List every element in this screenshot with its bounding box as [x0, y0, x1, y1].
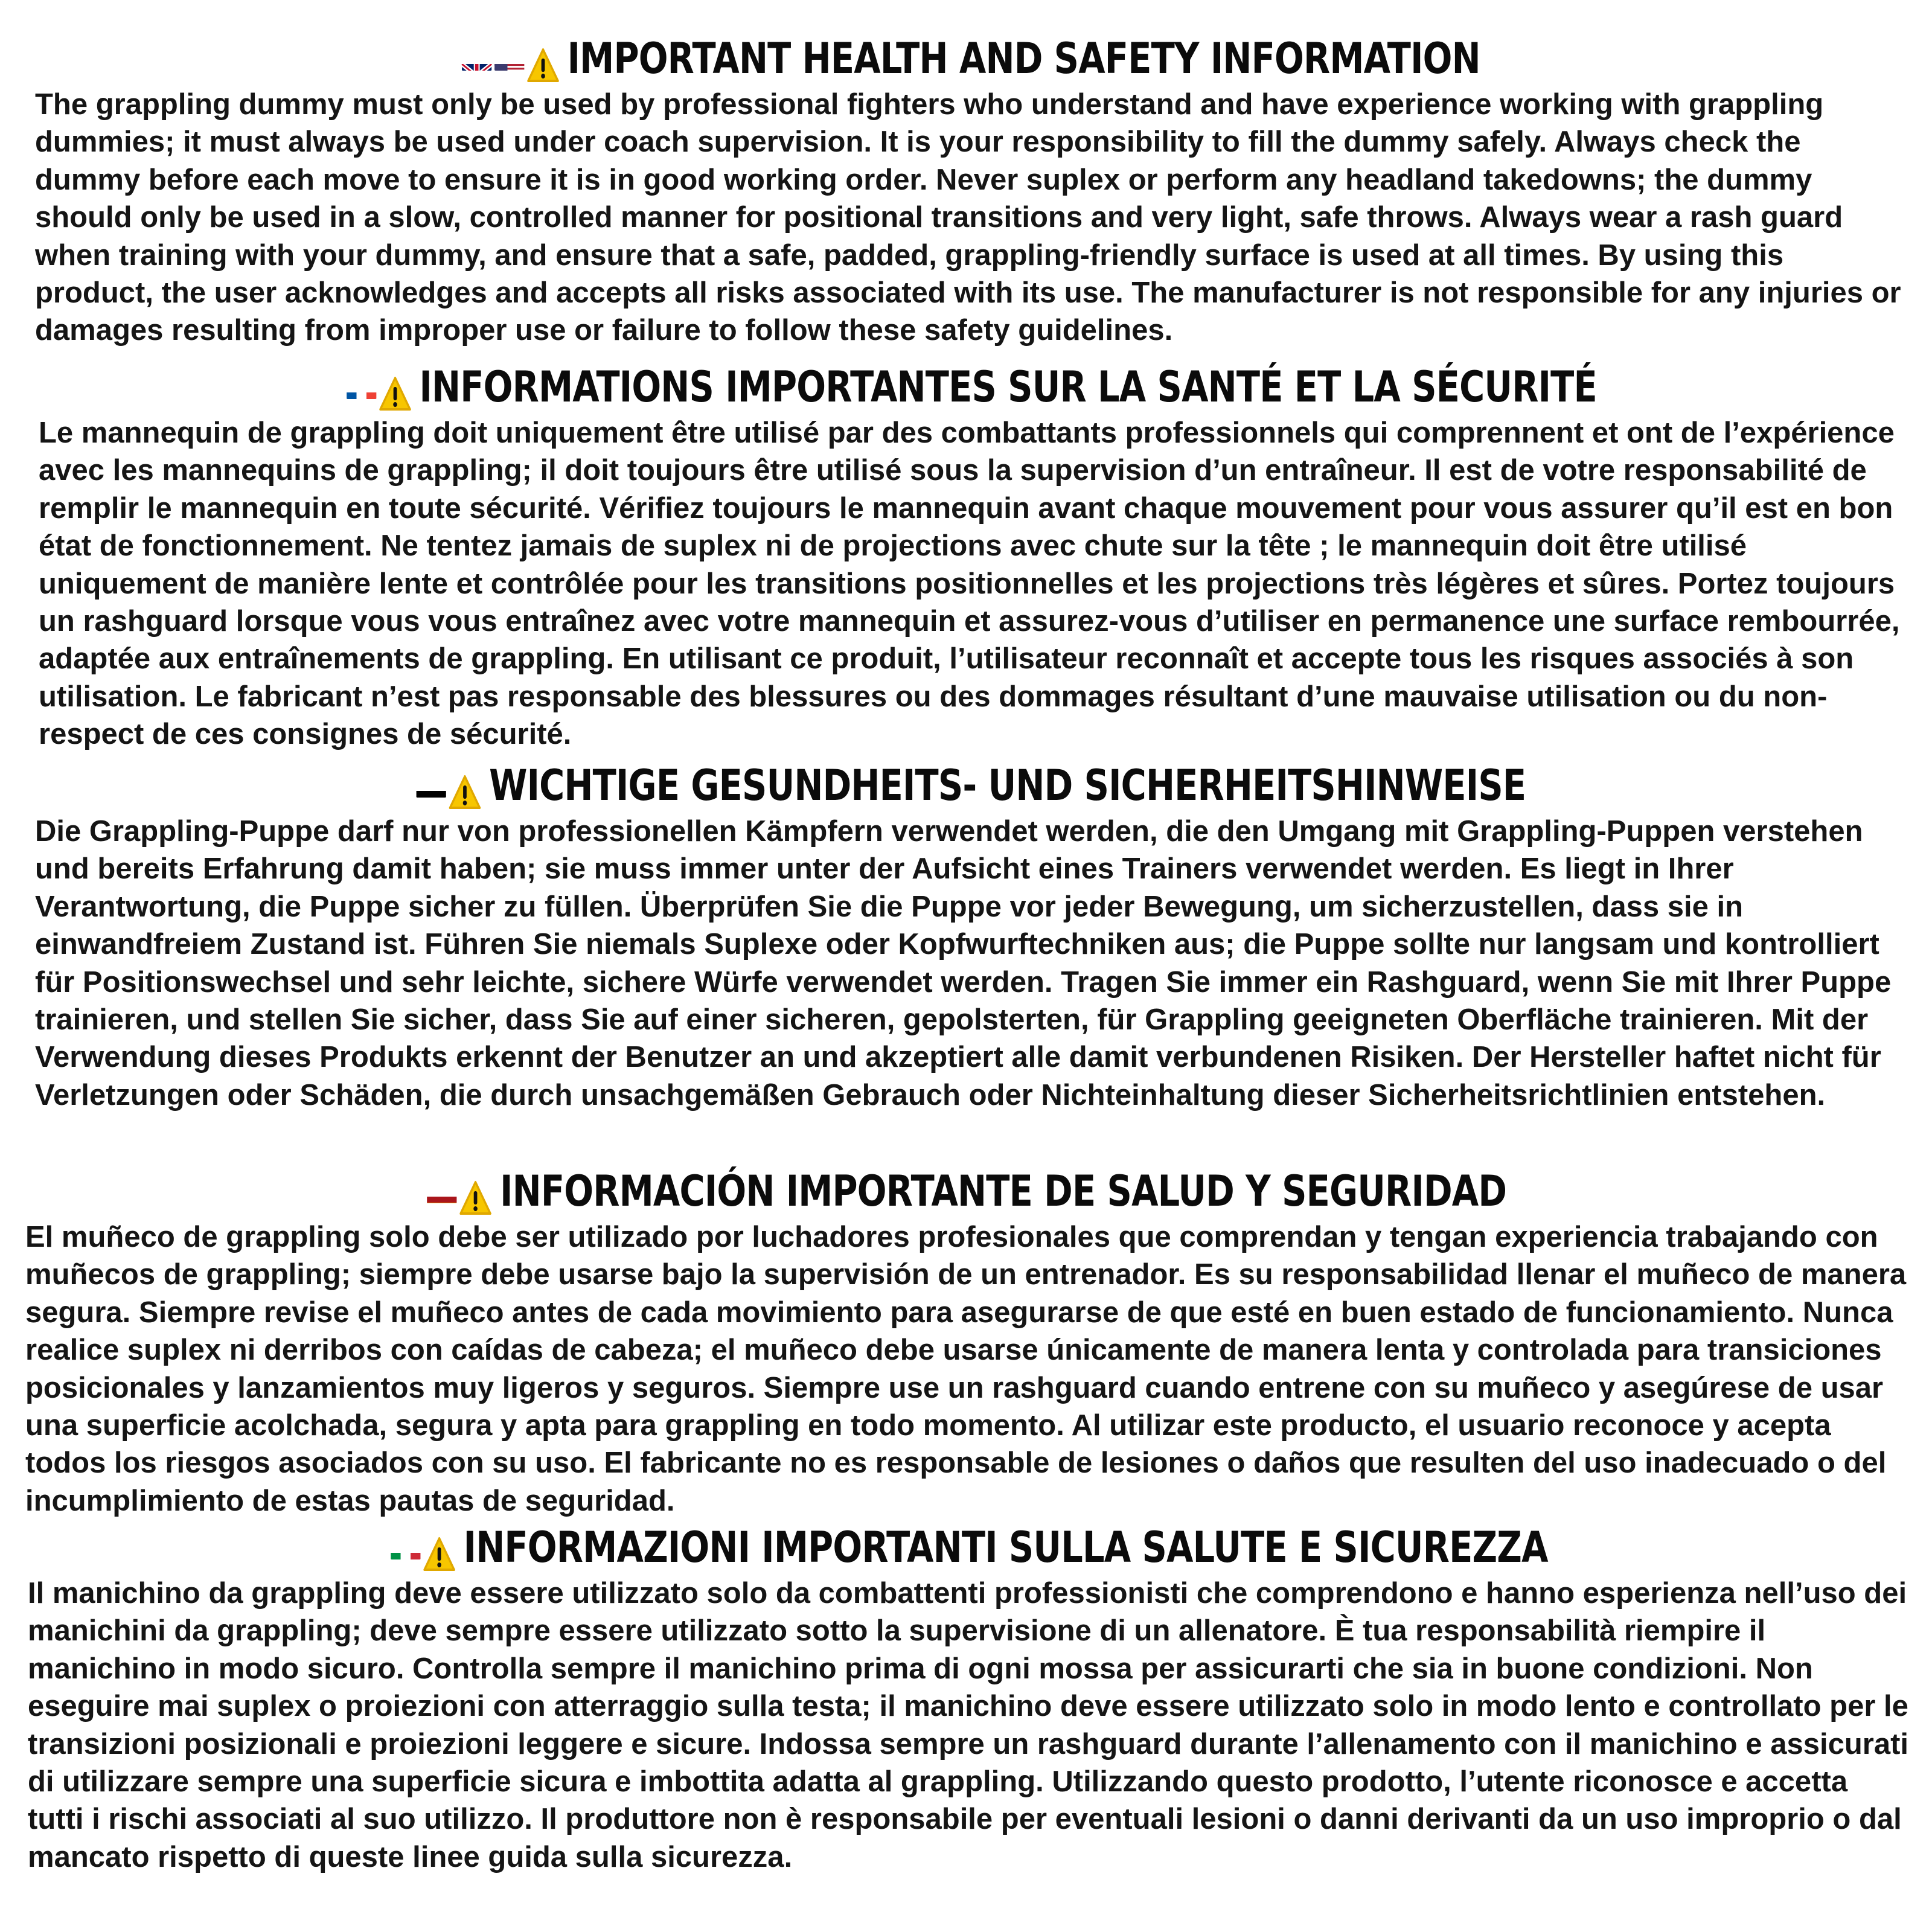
section-english: [35, 31, 1907, 350]
section-german: [35, 758, 1907, 1114]
heading-icons: [427, 1174, 497, 1209]
warning-icon: [379, 369, 411, 405]
uk-flag-icon: [461, 46, 492, 71]
section-spanish: [25, 1164, 1908, 1520]
section-body-french: Le mannequin de grappling doit uniquement être utilisé par des combattants professionnels qui comprennent et ont de l’expérience avec les mannequins de grappling; il doit toujours être utilisé sous la supervision d’un entraîneur. Il est de votre responsabilité de remplir le mannequin en toute sécurité. Vérifiez toujours le mannequin avant chaque mouvement pour vous assurer qu’il est en bon état de fonctionnement. Ne tentez jamais de suplex ni de projections avec chute sur la tête ; le mannequin doit être utilisé uniquement de manière lente et contrôlée pour les transitions positionnelles et les projections très légères et sûres. Portez toujours un rashguard lorsque vous vous entraînez avec votre mannequin et assurez-vous d’utiliser en permanence une surface rembourrée, adaptée aux entraînements de grappling. En utilisant ce produit, l’utilisateur reconnaît et accepte tous les risques associés à son utilisation. Le fabricant n’est pas responsable des blessures ou des dommages résultant d’une mauvaise utilisation ou du non-respect de ces consignes de sécurité.: [39, 417, 1900, 751]
section-body-italian: Il manichino da grappling deve essere utilizzato solo da combattenti professionisti che comprendono e hanno esperienza nell’uso dei manichini da grappling; deve sempre essere utilizzato sotto la supervisione di un allenatore. È tua responsabilità riempire il manichino in modo sicuro. Controlla sempre il manichino prima di ogni mossa per assicurarti che sia in buone condizioni. Non eseguire mai suplex o proiezioni con atterraggio sulla testa; il manichino deve essere utilizzato solo in modo lento e controllato per le transizioni posizionali e proiezioni leggere e sicure. Indossa sempre un rashguard durante l’allenamento con il manichino e assicurati di utilizzare sempre una superficie sicura e imbottita adatta al grappling. Utilizzando questo prodotto, l’utente riconosce e accetta tutti i rischi associati al suo utilizzo. Il produttore non è responsabile per eventuali lesioni o danni derivanti da un uso improprio o dal mancato rispetto di queste linee guida sulla sicurezza.: [28, 1577, 1909, 1873]
section-body-german: Die Grappling-Puppe darf nur von professionellen Kämpfern verwendet werden, die den Umgang mit Grappling-Puppen verstehen und bereits Erfahrung damit haben; sie muss immer unter der Aufsicht eines Trainers verwendet werden. Es liegt in Ihrer Verantwortung, die Puppe sicher zu füllen. Überprüfen Sie die Puppe vor jeder Bewegung, um sicherzustellen, dass sie in einwandfreiem Zustand ist. Führen Sie niemals Suplexe oder Kopfwurftechniken aus; die Puppe sollte nur langsam und kontrolliert für Positionswechsel und sehr leichte, sichere Würfe verwendet werden. Tragen Sie immer ein Rashguard, wenn Sie mit Ihrer Puppe trainieren, und stellen Sie sicher, dass Sie auf einer sicheren, gepolsterten, für Grappling geeigneten Oberfläche trainieren. Mit der Verwendung dieses Produkts erkennt der Benutzer an und akzeptiert alle damit verbundenen Risiken. Der Hersteller haftet nicht für Verletzungen oder Schäden, die durch unsachgemäßen Gebrauch oder Nichteinhaltung dieser Sicherheitsrichtlinien entstehen.: [35, 815, 1892, 1112]
section-body-spanish: El muñeco de grappling solo debe ser utilizado por luchadores profesionales que comprendan y tengan experiencia trabajando con muñecos de grappling; siempre debe usarse bajo la supervisión de un entrenador. Es su responsabilidad llenar el muñeco de manera segura. Siempre revise el muñeco antes de cada movimiento para asegurarse de que esté en buen estado de funcionamiento. Nunca realice suplex ni derribos con caídas de cabeza; el muñeco debe usarse únicamente de manera lenta y controlada para transiciones posicionales y lanzamientos muy ligeros y seguros. Siempre use un rashguard cuando entrene con su muñeco y asegúrese de usar una superficie acolchada, segura y apta para grappling en todo momento. Al utilizar este producto, el usuario reconoce y acepta todos los riesgos asociados con su uso. El fabricante no es responsable de lesiones o daños que resulten del uso inadecuado o del incumplimiento de estas pautas de seguridad.: [25, 1221, 1907, 1517]
warning-icon: [423, 1530, 455, 1565]
us-flag-icon: [494, 46, 525, 71]
heading-text: WICHTIGE GESUNDHEITS- UND SICHERHEITSHINWEISE: [489, 761, 1526, 810]
warning-icon: [459, 1174, 492, 1209]
section-french: [39, 360, 1904, 753]
warning-icon: [526, 41, 559, 76]
heading-icons: [390, 1530, 460, 1565]
section-heading-german: [203, 758, 1738, 813]
heading-icons: [461, 41, 565, 76]
heading-icons: [346, 369, 416, 405]
heading-text: INFORMAZIONI IMPORTANTI SULLA SALUTE E SICUREZZA: [463, 1523, 1548, 1572]
section-heading-spanish: [195, 1164, 1739, 1218]
heading-text: IMPORTANT HEALTH AND SAFETY INFORMATION: [567, 34, 1480, 83]
section-body-english: The grappling dummy must only be used by professional fighters who understand and have experience working with grappling dummies; it must always be used under coach supervision. It is your responsibility to fill the dummy safely. Always check the dummy before each move to ensure it is in good working order. Never suplex or perform any headland takedowns; the dummy should only be used in a slow, controlled manner for positional transitions and very light, safe throws. Always wear a rash guard when training with your dummy, and ensure that a safe, padded, grappling-friendly surface is used at all times. By using this product, the user acknowledges and accepts all risks associated with its use. The manufacturer is not responsible for any injuries or damages resulting from improper use or failure to follow these safety guidelines.: [35, 88, 1901, 347]
section-heading-italian: [197, 1520, 1741, 1575]
section-heading-french: [206, 360, 1736, 414]
heading-text: INFORMACIÓN IMPORTANTE DE SALUD Y SEGURIDAD: [500, 1166, 1507, 1216]
italy-flag-icon: [390, 1535, 421, 1559]
section-heading-english: [203, 31, 1738, 86]
heading-text: INFORMATIONS IMPORTANTES SUR LA SANTÉ ET LA SÉCURITÉ: [419, 362, 1597, 412]
france-flag-icon: [346, 375, 377, 399]
germany-flag-icon: [416, 773, 447, 798]
heading-icons: [416, 768, 486, 803]
section-italian: [28, 1520, 1910, 1876]
spain-flag-icon: [427, 1179, 458, 1203]
warning-icon: [449, 768, 481, 803]
